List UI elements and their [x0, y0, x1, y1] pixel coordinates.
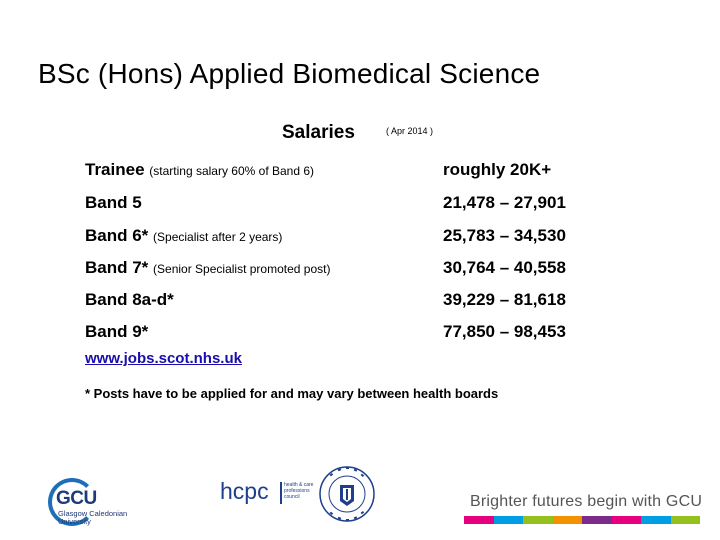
gcu-logo: [42, 470, 152, 530]
strip-segment: [612, 516, 642, 524]
salary-range: 25,783 – 34,530: [443, 226, 566, 245]
strip-segment: [523, 516, 553, 524]
brand-color-strip: [464, 516, 700, 524]
hcpc-logo-text: hcpc: [220, 478, 269, 504]
salaries-heading: Salaries: [282, 122, 355, 143]
row-label: [85, 160, 314, 180]
strip-segment: [582, 516, 612, 524]
slide-title: BSc (Hons) Applied Biomedical Science: [38, 58, 541, 89]
strip-segment: [671, 516, 701, 524]
row-label: [85, 322, 148, 342]
band-name: Band 5: [85, 193, 142, 212]
row-label: [85, 193, 142, 213]
hcpc-logo: [220, 478, 314, 508]
salaries-date-note: ( Apr 2014 ): [386, 126, 434, 136]
row-label: [85, 258, 330, 278]
jobs-link[interactable]: www.jobs.scot.nhs.uk: [85, 350, 242, 367]
salary-row: [85, 160, 605, 184]
salary-row: [85, 322, 605, 346]
footnote: * Posts have to be applied for and may vary between health boards: [85, 386, 499, 401]
band-note: (Specialist after 2 years): [153, 230, 283, 244]
salary-row: [85, 290, 605, 314]
gcu-logo-text: GCU: [56, 488, 97, 509]
gcu-tagline: Brighter futures begin with GCU: [470, 493, 703, 510]
band-note: (Senior Specialist promoted post): [153, 262, 331, 276]
salary-row: [85, 193, 605, 217]
band-note: (starting salary 60% of Band 6): [149, 164, 315, 178]
strip-segment: [464, 516, 494, 524]
salary-row: [85, 226, 605, 250]
band-name: Band 6*: [85, 226, 149, 245]
band-name: Band 7*: [85, 258, 149, 277]
gcu-logo-subtext: [58, 510, 127, 526]
gcu-subtext-line: Glasgow Caledonian: [58, 509, 128, 518]
salary-range: 21,478 – 27,901: [443, 193, 566, 212]
band-name: Band 8a-d*: [85, 290, 174, 309]
row-label: [85, 290, 174, 310]
accreditation-seal-icon: [318, 465, 376, 523]
salary-range: 30,764 – 40,558: [443, 258, 566, 277]
hcpc-logo-subtext: health & care professions council: [284, 482, 314, 500]
strip-segment: [641, 516, 671, 524]
strip-segment: [553, 516, 583, 524]
salary-range: 77,850 – 98,453: [443, 322, 566, 341]
strip-segment: [494, 516, 524, 524]
band-name: Band 9*: [85, 322, 149, 341]
gcu-subtext-line: University: [58, 517, 91, 526]
salary-range: 39,229 – 81,618: [443, 290, 566, 309]
salary-row: [85, 258, 605, 282]
hcpc-divider: [280, 482, 282, 504]
salary-range: roughly 20K+: [443, 160, 552, 179]
row-label: [85, 226, 282, 246]
band-name: Trainee: [85, 160, 145, 179]
